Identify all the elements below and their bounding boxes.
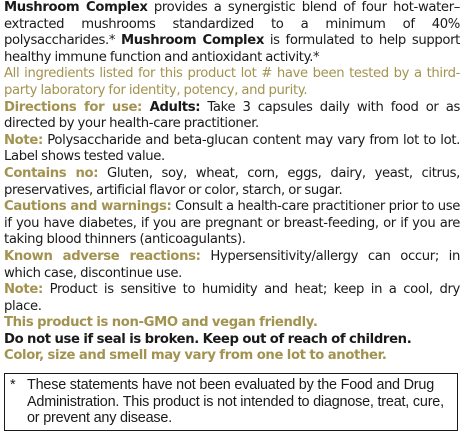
variation-statement: Color, size and smell may vary from one lot to another. xyxy=(4,348,387,364)
storage-note-paragraph xyxy=(4,282,460,315)
contains-no-text: Gluten, soy, wheat, corn, eggs, dairy, yeast, citrus, preservatives, artificial flavor or color, starch, or sugar. xyxy=(4,165,460,198)
supplement-label-text xyxy=(4,0,460,365)
asterisk-marker: * xyxy=(10,377,16,393)
cautions-text: Consult a health-care practitioner prior to use if you have diabetes, if you are pregnant or breast-feeding, or if you are taking blood thinners (anticoagulants). xyxy=(4,199,461,248)
intro-paragraph xyxy=(4,0,460,66)
closing-statements xyxy=(4,315,460,365)
intro-text: is formulated to help support healthy immune function and antioxidant activity.* xyxy=(4,33,460,65)
directions-heading: Directions for use: xyxy=(4,99,142,115)
contains-no-heading: Contains no: xyxy=(4,165,99,181)
directions-paragraph xyxy=(4,100,460,133)
note-text: Polysaccharide and beta-glucan content may vary from lot to lot. Label shows tested value. xyxy=(4,132,460,165)
adverse-reactions-text: Hypersensitivity/allergy can occur; in which case, discontinue use. xyxy=(4,248,460,281)
adverse-reactions-heading: Known adverse reactions: xyxy=(4,248,201,264)
note-paragraph xyxy=(4,133,460,166)
testing-statement: All ingredients listed for this product lot # have been tested by a third-party laboratory for identity, potency, and purity. xyxy=(4,66,460,98)
note-heading: Note: xyxy=(4,132,43,148)
storage-note-heading: Note: xyxy=(4,282,43,298)
contains-no-paragraph xyxy=(4,166,460,199)
product-name: Mushroom Complex xyxy=(4,0,148,15)
intro-text: provides a synergistic blend of four hot-water–extracted mushrooms standardized to a minimum of 40% polysaccharides.* xyxy=(4,0,461,49)
product-name: Mushroom Complex xyxy=(120,33,264,49)
seal-warning: Do not use if seal is broken. Keep out of reach of children. xyxy=(4,331,412,347)
cautions-paragraph xyxy=(4,199,460,249)
cautions-heading: Cautions and warnings: xyxy=(4,199,172,215)
fda-disclaimer-text: These statements have not been evaluated by the Food and Drug Administration. This product is not intended to diagnose, treat, cure, or prevent any disease. xyxy=(27,377,444,427)
directions-text: Take 3 capsules daily with food or as directed by your health-care practitioner. xyxy=(4,99,460,132)
directions-audience: Adults: xyxy=(141,99,201,115)
adverse-reactions-paragraph xyxy=(4,249,460,282)
fda-disclaimer-box xyxy=(4,373,458,431)
non-gmo-statement: This product is non-GMO and vegan friendly. xyxy=(4,315,318,331)
storage-note-text: Product is sensitive to humidity and heat; keep in a cool, dry place. xyxy=(4,282,460,314)
